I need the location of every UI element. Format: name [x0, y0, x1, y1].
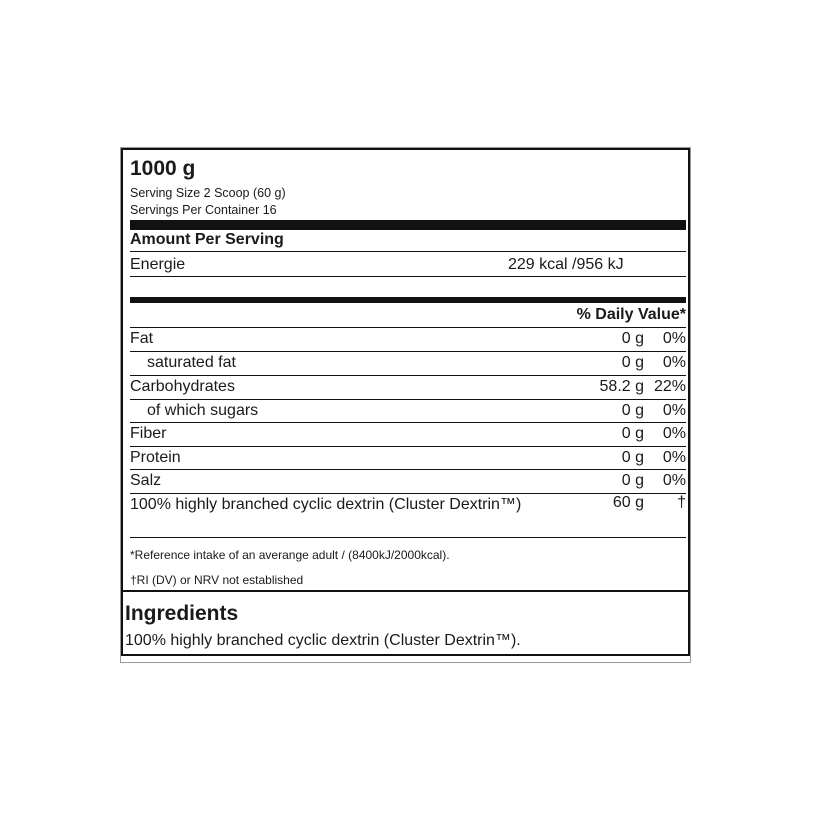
nutrient-row [130, 352, 686, 375]
serving-size: Serving Size 2 Scoop (60 g) [130, 186, 286, 200]
nutrient-row [130, 423, 686, 446]
nutrient-name: Fat [130, 330, 154, 347]
nutrient-name: Protein [130, 449, 181, 466]
nutrient-amount: 0 g [621, 402, 644, 419]
thick-divider [130, 220, 686, 230]
nutrient-daily-value: 0% [662, 354, 686, 371]
reference-intake-footnote: *Reference intake of an averange adult / (8400kJ/2000kcal). [130, 548, 450, 562]
daily-value-header: % Daily Value* [576, 306, 686, 323]
nutrient-amount: 0 g [621, 449, 644, 466]
ingredients-heading: Ingredients [125, 602, 239, 625]
nutrient-amount: 58.2 g [599, 378, 644, 395]
nutrient-amount: 0 g [621, 330, 644, 347]
nutrient-amount: 0 g [621, 354, 644, 371]
nutrient-row [130, 376, 686, 399]
divider [130, 537, 686, 538]
nutrient-name: Salz [130, 472, 162, 489]
nutrient-row [130, 470, 686, 493]
cyclic-dextrin-daily-value: † [677, 494, 686, 511]
ingredients-panel [121, 592, 690, 656]
nutrient-name: Fiber [130, 425, 167, 442]
nutrient-name: Carbohydrates [130, 378, 235, 395]
cyclic-dextrin-amount: 60 g [612, 494, 644, 511]
nutrient-daily-value: 0% [662, 330, 686, 347]
nutrient-daily-value: 0% [662, 425, 686, 442]
nutrient-name: saturated fat [147, 354, 236, 371]
energy-label: Energie [130, 256, 186, 273]
nutrient-name: of which sugars [147, 402, 259, 419]
package-size: 1000 g [130, 157, 196, 180]
nutrient-amount: 0 g [621, 425, 644, 442]
medium-divider [130, 297, 686, 303]
divider [130, 251, 686, 252]
divider [130, 276, 686, 277]
ingredients-text: 100% highly branched cyclic dextrin (Cluster Dextrin™). [125, 632, 521, 649]
energy-value: 229 kcal /956 kJ [508, 256, 624, 273]
nutrient-daily-value: 22% [653, 378, 686, 395]
nutrient-daily-value: 0% [662, 472, 686, 489]
nutrition-facts-panel [121, 148, 690, 592]
nutrient-daily-value: 0% [662, 402, 686, 419]
nutrition-label [120, 147, 691, 663]
amount-per-serving-heading: Amount Per Serving [130, 231, 284, 248]
nutrient-daily-value: 0% [662, 449, 686, 466]
nutrient-row [130, 328, 686, 351]
nrv-footnote: †RI (DV) or NRV not established [130, 573, 304, 587]
nutrient-amount: 0 g [621, 472, 644, 489]
nutrient-row [130, 447, 686, 470]
servings-per-container: Servings Per Container 16 [130, 203, 277, 217]
cyclic-dextrin-name: 100% highly branched cyclic dextrin (Cluster Dextrin™) [130, 496, 522, 513]
nutrient-row [130, 400, 686, 423]
